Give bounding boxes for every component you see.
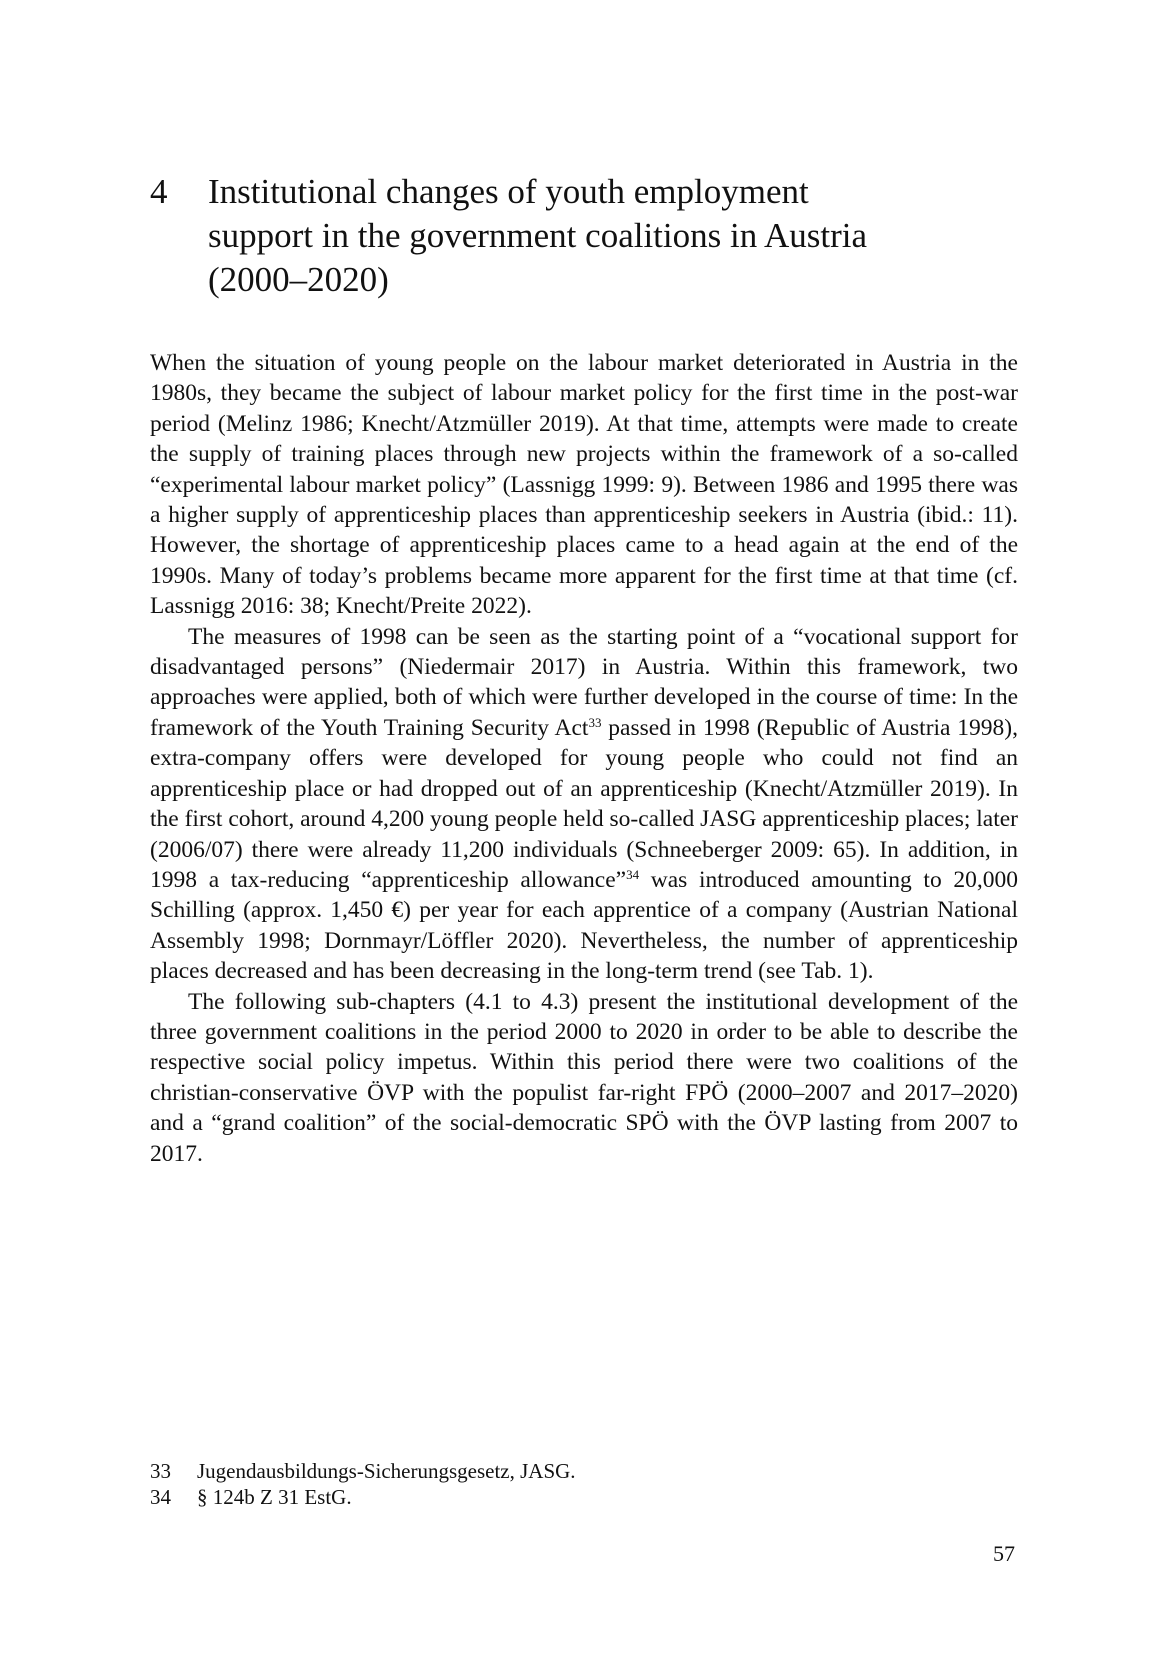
paragraph-1-text: When the situation of young people on the labour market deteriorated in Austria in the 1980s, they became the subject of labour market policy for the first time in the post-war period (Melinz 1986; Knecht/Atzmüller 2019). At that time, attempts were made to create the supply of training places through new projects within the framework of a so-called “experimental labour market policy” (Lassnigg 1999: 9). Between 1986 and 1995 there was a higher supply of apprenticeship places than apprenticeship seekers in Austria (ibid.: 11). However, the shortage of apprenticeship places came to a head again at the end of the 1990s. Many of today’s problems became more apparent for the first time at that time (cf. Lassnigg 2016: 38; Knecht/Preite 2022).: [150, 350, 1018, 620]
chapter-heading: [150, 170, 870, 302]
paragraph-2-text-c: was introduced amounting to 20,000 Schilling (approx. 1,450 €) per year for each apprentice of a company (Austrian National Assembly 1998; Dornmayr/Löffler 2020). Nevertheless, the number of apprenticeship places decreased and has been decreasing in the long-term trend (see Tab. 1).: [150, 866, 1019, 985]
footnote-number: 34: [150, 1485, 171, 1509]
page-number: 57: [993, 1541, 1015, 1566]
footnote-34: [150, 1484, 1010, 1510]
footnotes: [150, 1458, 1010, 1510]
paragraph-2-text-a: The measures of 1998 can be seen as the starting point of a “vocational support for disadvantaged persons” (Niedermair 2017) in Austria. Within this framework, two approaches were applied, both of which were further developed in the course of time: In the framework of the Youth Training Security Act: [150, 623, 1018, 741]
paragraph-3-text: The following sub-chapters (4.1 to 4.3) present the institutional development of the three government coalitions in the period 2000 to 2020 in order to be able to describe the respective social policy impetus. Within this period there were two coalitions of the christian-conservative ÖVP with the populist far-right FPÖ (2000–2007 and 2017–2020) and a “grand coalition” of the social-democratic SPÖ with the ÖVP lasting from 2007 to 2017.: [150, 988, 1018, 1167]
body-text: [150, 348, 1018, 1169]
paragraph-3: [150, 987, 1018, 1169]
footnote-text: § 124b Z 31 EstG.: [197, 1485, 352, 1509]
footnote-ref-33[interactable]: 33: [588, 714, 602, 730]
chapter-title: Institutional changes of youth employment support in the government coalitions in Austria (2000–2020): [208, 172, 868, 299]
paragraph-1: [150, 348, 1018, 622]
footnote-text: Jugendausbildungs-Sicherungsgesetz, JASG.: [197, 1459, 576, 1483]
footnote-ref-34[interactable]: 34: [626, 866, 640, 882]
paragraph-2-text-b: passed in 1998 (Republic of Austria 1998), extra-company offers were developed for young people who could not find an apprenticeship place or had dropped out of an apprenticeship (Knecht/Atzmüller 2019). In the first cohort, around 4,200 young people held so-called JASG apprenticeship places; later (2006/07) there were already 11,200 individuals (Schneeberger 2009: 65). In addition, in 1998 a tax-reducing “apprenticeship allowance”: [150, 714, 1018, 893]
footnote-number: 33: [150, 1459, 171, 1483]
paragraph-2: [150, 622, 1018, 987]
chapter-number: 4: [150, 172, 168, 211]
footnote-33: [150, 1458, 1010, 1484]
